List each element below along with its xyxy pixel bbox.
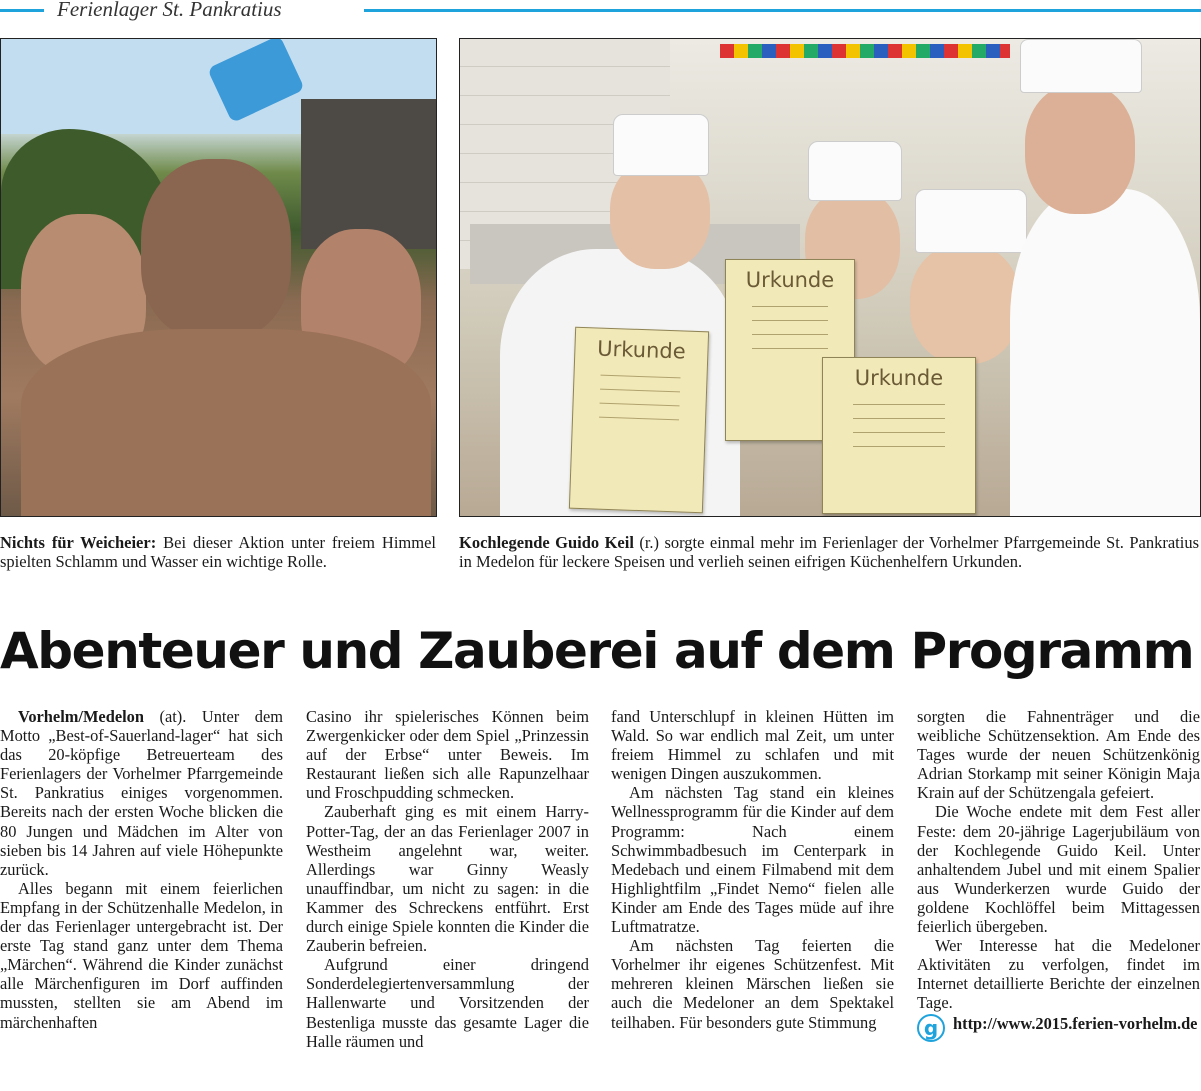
web-link-box <box>917 1014 1200 1042</box>
paragraph: Die Woche endete mit dem Fest aller Feste: dem 20-jährige Lagerjubiläum von der Kochlegende Guido Keil. Unter anhaltendem Jubel und mit einem Spalier aus Wunderkerzen wurde Guido der goldene Kochlöffel beim Mittagessen feierlich übergeben. <box>917 802 1200 937</box>
paragraph: Aufgrund einer dringend Sonderdelegiertenversammlung der Hallenwarte und Vorsitzenden der Bestenliga musste das gesamte Lager die Halle räumen und <box>306 955 589 1051</box>
paragraph <box>0 707 283 879</box>
chef-face <box>1025 84 1135 214</box>
caption-left-text: Bei dieser Aktion unter freiem Himmel spielten Schlamm und Wasser ein wichtige Rolle. <box>0 533 436 571</box>
article-column-2 <box>306 707 589 1051</box>
rubric-rule-left <box>0 9 44 12</box>
paragraph: Am nächsten Tag stand ein kleines Wellnessprogramm für die Kinder auf dem Programm: Nach einem Schwimmbadbesuch im Centerpark in Medebach und einem Filmabend mit dem Highlightfilm „Findet Nemo“ fielen alle Kinder am Ende des Tages müde auf ihre Luftmatratze. <box>611 783 894 937</box>
certificate-1: Urkunde <box>569 327 709 514</box>
certificate-2: Urkunde <box>725 259 855 441</box>
paragraph: Wer Interesse hat die Medeloner Aktivitäten zu verfolgen, findet im Internet detaillierte Berichte der einzelnen Tage. <box>917 936 1200 1013</box>
boy-face-right <box>910 244 1020 364</box>
web-link[interactable]: http://www.2015.ferien-vorhelm.de <box>953 1013 1198 1033</box>
paragraph: fand Unterschlupf in kleinen Hütten im Wald. So war endlich mal Zeit, um unter freiem Himmel zu schlafen und mit wenigen Dingen auszukommen. <box>611 707 894 784</box>
paragraph: Alles begann mit einem feierlichen Empfang in der Schützenhalle Medelon, in der das Ferienlager untergebracht ist. Der erste Tag stand ganz unter dem Thema „Märchen“. Während die Kinder zunächst alle Märchenfiguren im Dorf auffinden mussten, stellten sie am Abend im märchenhaften <box>0 878 283 1032</box>
article-column-4 <box>917 707 1200 1042</box>
mud-covered-torso <box>21 329 431 517</box>
section-label: Ferienlager St. Pankratius <box>57 0 282 21</box>
rubric-rule-right <box>364 9 1201 12</box>
certificate-3: Urkunde <box>822 357 976 514</box>
paragraph: Casino ihr spielerisches Können beim Zwergenkicker oder dem Spiel „Prinzessin auf der Erbse“ unter Beweis. Im Restaurant ließen sich alle Rapunzelhaar und Froschpudding schmecken. <box>306 707 589 803</box>
article-column-1 <box>0 707 283 1032</box>
chef-hat-1 <box>613 114 709 176</box>
web-link-icon: g <box>917 1014 945 1042</box>
dateline: Vorhelm/Medelon <box>18 707 144 726</box>
building <box>301 99 436 249</box>
article-headline: Abenteuer und Zauberei auf dem Programm <box>0 622 1194 680</box>
article-column-3 <box>611 707 894 1032</box>
caption-left-lead: Nichts für Weicheier: <box>0 533 157 552</box>
paragraph: sorgten die Fahnenträger und die weibliche Schützensektion. Am Ende des Tages wurde der neuen Schützenkönig Adrian Storkamp mit seiner Königin Maja Krain auf der Schützengala gefeiert. <box>917 707 1200 803</box>
chef-hat-2 <box>808 141 902 201</box>
chef-shirt <box>1010 189 1200 516</box>
boy-center-head <box>141 159 291 339</box>
caption-right-lead: Kochlegende Guido Keil <box>459 533 634 552</box>
caption-right <box>459 533 1199 571</box>
chef-hat-chef <box>1020 39 1142 93</box>
caption-right-text: (r.) sorgte einmal mehr im Ferienlager der Vorhelmer Pfarrgemeinde St. Pankratius in Medelon für leckere Speisen und verlieh seinen eifrigen Küchenhelfern Urkunden. <box>459 533 1199 571</box>
chef-hat-3 <box>915 189 1027 253</box>
flag-garland <box>720 44 1010 58</box>
photo-kitchen-certificates <box>459 38 1201 517</box>
section-rubric <box>0 0 1201 22</box>
caption-left <box>0 533 436 571</box>
paragraph: Am nächsten Tag feierten die Vorhelmer ihr eigenes Schützenfest. Mit mehreren kleinen Märschen ließen sie auch die Medeloner an dem Spektakel teilhaben. Für besonders gute Stimmung <box>611 936 894 1032</box>
paragraph-text: (at). Unter dem Motto „Best-of-Sauerland-lager“ hat sich das 20-köpfige Betreuerteam des Ferienlagers der Vorhelmer Pfarrgemeinde St. Pankratius einiges vorgenommen. Bereits nach der ersten Woche blicken die 80 Jungen und Mädchen im Alter von sieben bis 14 Jahren auf viele Höhepunkte zurück. <box>0 707 283 879</box>
photo-mud-fight <box>0 38 437 517</box>
paragraph: Zauberhaft ging es mit einem Harry-Potter-Tag, der an das Ferienlager 2007 in Westheim angelehnt war, weiter. Allerdings war Ginny Weasly unauffindbar, um nicht zu sagen: in die Kammer des Schreckens entführt. Erst durch einige Spiele konnten die Kinder die Zauberin befreien. <box>306 802 589 956</box>
